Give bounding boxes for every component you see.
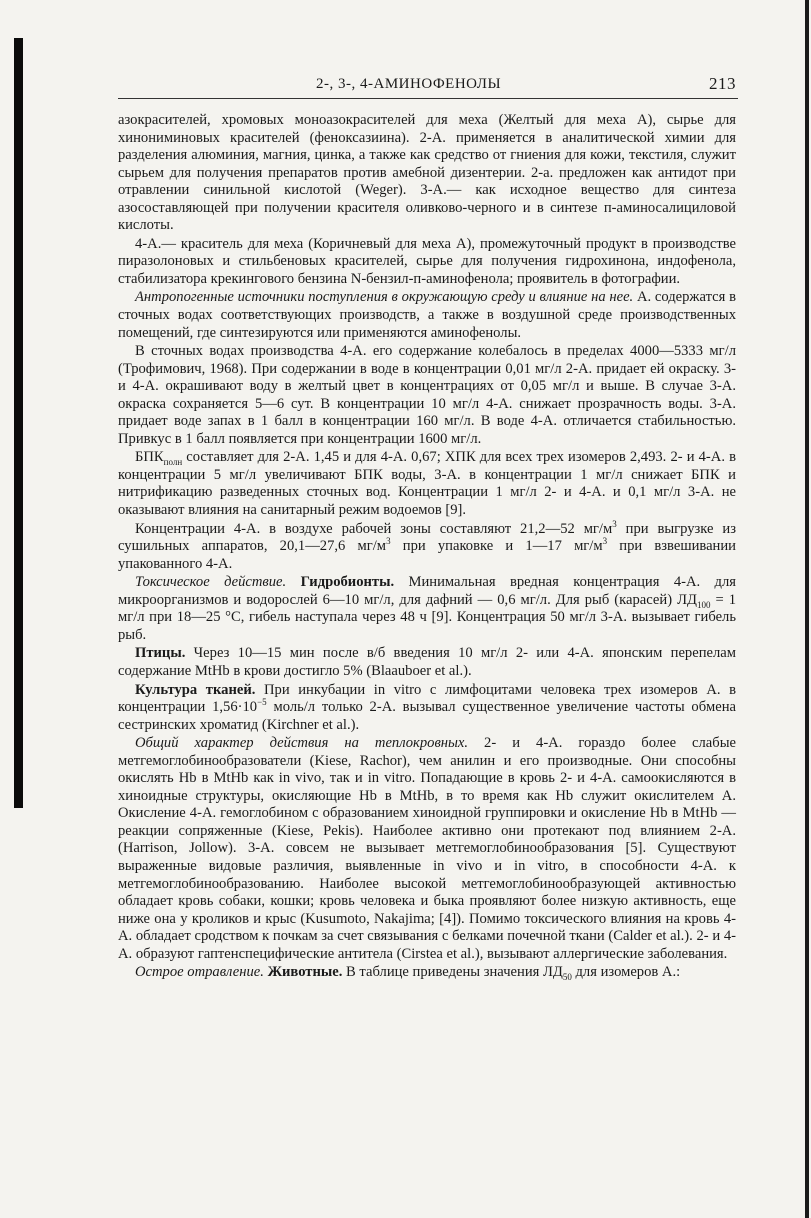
paragraph-tissue-culture: Культура тканей. При инкубации in vitro с лимфоцитами человека трех изомеров А. в концентрации $1,56\cdot 10^{-5}$ моль/л только 2-А. вызывал существенное увеличение частоты обмена сестринских хроматид (Kirchner et al.). [118, 681, 736, 733]
scan-edge-right [805, 0, 809, 1218]
section-heading-acute-poisoning: Острое отравление. [135, 964, 264, 981]
section-heading-general-action: Общий характер действия на теплокровных. [135, 735, 469, 752]
paragraph-bpk: $БПК_{полн}$ составляет для 2-А. 1,45 и для 4-А. 0,67; ХПК для всех трех изомеров 2,493. 2- и 4-А. в концентрации 5 мг/л увеличивают БПК воды, 3-А. в концентрации 1 мг/л снижает БПК и нитрификацию разведенных сточных вод. Концентрации 1 мг/л 2- и 4-А. и 0,1 мг/л 3-А. не оказывают влияния на санитарный режим водоемов [9]. [118, 449, 736, 519]
subheading-birds: Птицы. [135, 645, 186, 662]
paragraph-air-concentrations: Концентрации 4-А. в воздухе рабочей зоны составляют 21,2—52 $мг/м^3$ при выгрузке из сушильных аппаратов, 20,1—27,6 $мг/м^3$ при упаковке и 1—17 $мг/м^3$ при взвешивании упакованного 4-А. [118, 518, 736, 572]
section-heading-sources: Антропогенные источники поступления в окружающую среду и влияние на нее. [135, 289, 634, 306]
page-body [118, 112, 736, 982]
scan-edge-left [14, 38, 23, 808]
paragraph-acute-poisoning: Острое отравление. Животные. В таблице приведены значения $ЛД_{50}$ для изомеров А.: [135, 964, 681, 983]
running-title: 2-, 3-, 4-АМИНОФЕНОЛЫ [316, 76, 502, 92]
paragraph-wastewater: В сточных водах производства 4-А. его содержание колебалось в пределах 4000—5333 мг/л (Трофимович, 1968). При содержании в воде в концентрации 0,01 мг/л 2-А. придает ей окраску. 3- и 4-А. окрашивают воду в желтый цвет в концентрациях от 0,05 мг/л и выше. В случае 3-А. окраска сохраняется 5—6 сут. В концентрации 10 мг/л 4-А. снижает прозрачность воды. 3-А. придает воде запах в 1 балл в концентрации 160 мг/л. В воде 4-А. отличается стабильностью. Привкус в 1 балл появляется при концентрации 1600 мг/л. [118, 343, 736, 447]
page-number: 213 [709, 74, 736, 93]
paragraph-uses-continued: азокрасителей, хромовых моноазокрасителей для меха (Желтый для меха А), сырье для хинониминовых красителей (феноксазиина). 2-А. применяется в аналитической химии для разделения алюминия, магния, цинка, а также как средство от гниения для кожи, текстиля, служит сырьем для получения препаратов против амебной дизентерии. 2-а. предложен как антидот при отравлении синильной кислотой (Weger). 3-А.— как исходное вещество для синтеза азосоставляющей при получении красителя оливково-черного и в синтезе п-аминосалициловой кислоты. [118, 112, 736, 234]
paragraph-general-action: Общий характер действия на теплокровных. 2- и 4-А. гораздо более слабые метгемоглобинообразователи (Kiese, Rachor), чем анилин и его производные. Они способны окислять Hb в MtHb как in vivo, так и in vitro. Попадающие в кровь 2- и 4-А. самоокисляются в хиноидные структуры, окисляющие Hb в MtHb, в то время как Hb служит окислителем А. Окисление 4-А. гемоглобином с образованием хиноидной группировки и окисление Hb в MtHb — реакции сопряженные (Kiese, Pekis). Наиболее активно они протекают под влиянием 2-А. (Harrison, Jollow). 3-А. совсем не вызывает метгемоглобинообразования [5]. Существуют выраженные видовые различия, выявленные in vivo и in vitro, в способности 4-А. к метгемоглобинообразованию. Наиболее высокой метгемоглобинообразующей активностью обладает кровь собаки, кошки; кровь человека и быка проявляют более низкую активность, еще ниже она у кроликов и крыс (Kusumoto, Nakajima; [4]). Помимо токсического влияния на кровь 4-А. обладает сродством к почкам за счет связывания с белками почечной ткани (Calder et al.). 2- и 4-А. образуют гаптенспецифические антитела (Cirstea et al.), вызывают аллергические заболевания. [118, 735, 736, 962]
subheading-hydrobionts: Гидробионты. [286, 574, 395, 591]
paragraph-birds: Птицы. Через 10—15 мин после в/б введения 10 мг/л 2- или 4-А. японским перепелам содержание MtHb в крови достигло 5% (Blaauboer et al.). [118, 645, 736, 679]
paragraph-anthropogenic-sources: Антропогенные источники поступления в окружающую среду и влияние на нее. А. содержатся в сточных водах соответствующих производств, а также в воздушной среде производственных помещений, где синтезируются или применяются аминофенолы. [118, 289, 736, 341]
subheading-tissue-culture: Культура тканей. [135, 681, 256, 698]
page-header [118, 74, 738, 99]
paragraph-4a-uses: 4-А.— краситель для меха (Коричневый для меха А), промежуточный продукт в производстве пиразолоновых и стильбеновых красителей, сырье для получения гидрохинона, индофенола, стабилизатора крекингового бензина N-бензил-п-аминофенола; проявитель в фотографии. [118, 235, 736, 287]
paragraph-toxic-action-hydrobionts: Токсическое действие. Гидробионты. Минимальная вредная концентрация 4-А. для микроорганизмов и водорослей 6—10 мг/л, для дафний — 0,6 мг/л. Для рыб (карасей) $ЛД_{100} = 1$ мг/л при 18—25 °С, гибель наступала через 48 ч [9]. Концентрация 50 мг/л 3-А. вызывает гибель рыб. [118, 574, 737, 643]
section-heading-toxic-action: Токсическое действие. [135, 574, 287, 591]
subheading-animals: Животные. [263, 964, 343, 981]
